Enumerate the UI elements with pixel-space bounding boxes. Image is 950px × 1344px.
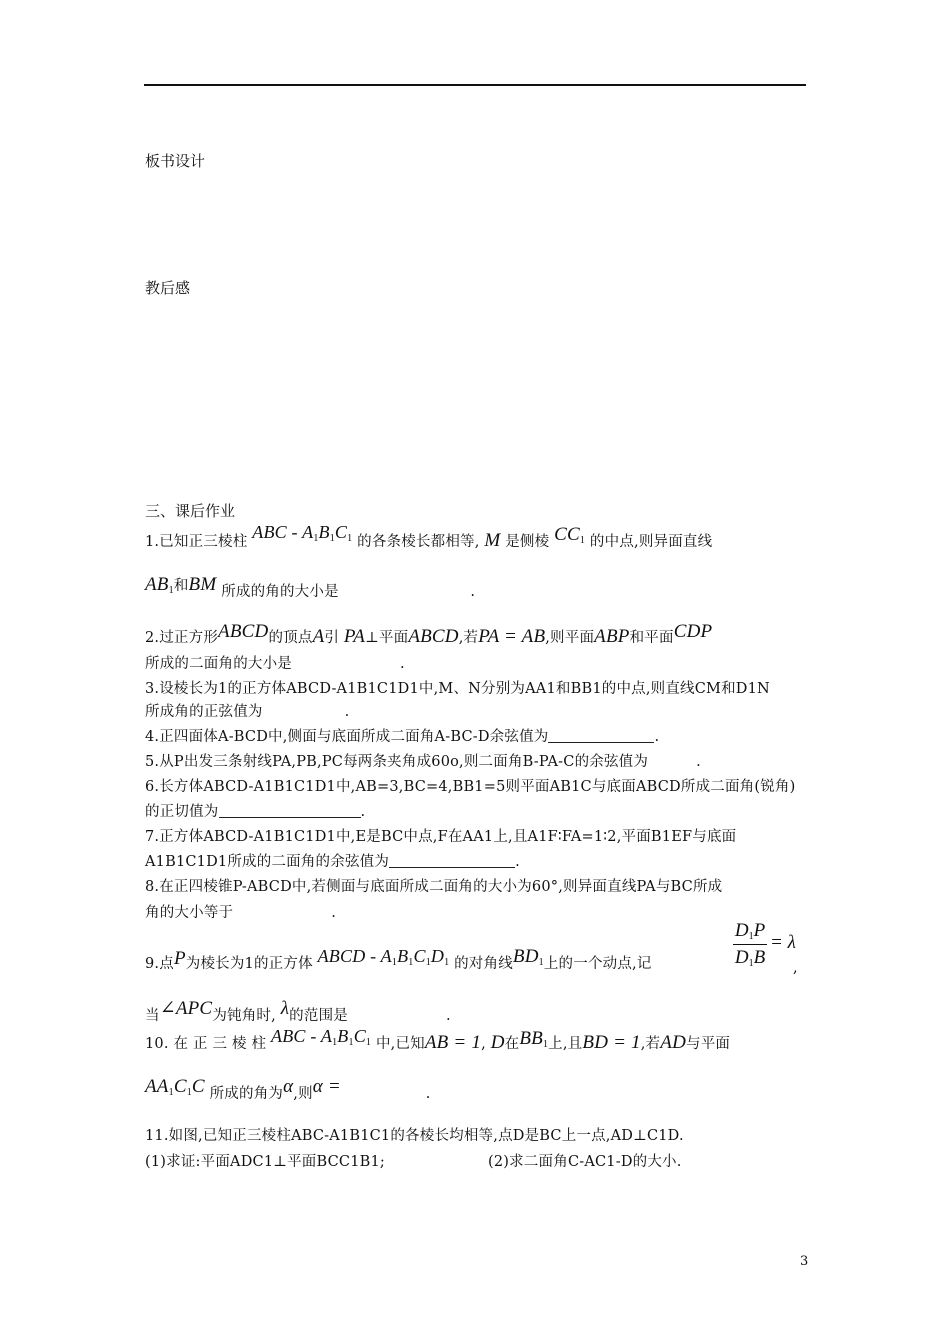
- section-reflection: 教后感: [145, 279, 191, 297]
- question-6-line-2: 的正切值为 .: [145, 804, 366, 820]
- question-1-line-2: $AB_1$和BM 所成的角的大小是 .: [145, 574, 476, 600]
- question-11-line-1: 11.如图,已知正三棱柱ABC-A1B1C1的各棱长均相等,点D是BC上一点,AD⊥C1D.: [145, 1128, 684, 1144]
- header-rule: [144, 84, 806, 86]
- question-9-comma: ,: [793, 960, 798, 976]
- question-7-line-2: A1B1C1D1所成的二面角的余弦值为 .: [145, 854, 520, 870]
- question-7-line-1: 7.正方体ABCD-A1B1C1D1中,E是BC中点,F在AA1上,且A1F∶FA=1∶2,平面B1EF与底面: [145, 829, 737, 845]
- question-9-line-1: 9.点P为棱长为1的正方体 ABCD - $A_1B_1C_1D_1$ 的对角线$BD_1$上的一个动点,记: [145, 946, 652, 972]
- question-10-line-1: 10. 在 正 三 棱 柱 ABC - $A_1B_1C_1$ 中,已知AB = 1, D在$BB_1$上,且BD = 1,若AD与平面: [145, 1026, 731, 1053]
- question-4: 4.正四面体A-BCD中,侧面与底面所成二面角A-BC-D余弦值为 .: [145, 729, 660, 745]
- question-11-part-2: (2)求二面角C-AC1-D的大小.: [488, 1154, 682, 1170]
- question-5: 5.从P出发三条射线PA,PB,PC每两条夹角成60ο,则二面角B-PA-C的余弦值为 .: [145, 754, 701, 770]
- question-10-line-2: $AA_1C_1C$ 所成的角为α,则α = .: [145, 1076, 431, 1102]
- section-homework-title: 三、课后作业: [145, 502, 236, 520]
- page-number: 3: [800, 1254, 809, 1269]
- question-3-line-2: 所成角的正弦值为 .: [145, 704, 350, 720]
- question-11-part-1: (1)求证:平面ADC1⊥平面BCC1B1;: [145, 1154, 385, 1170]
- answer-blank[interactable]: [389, 853, 515, 868]
- ratio-fraction: $D_1P$ $D_1B$: [734, 920, 766, 969]
- section-board-design: 板书设计: [145, 152, 206, 170]
- answer-blank[interactable]: [548, 728, 654, 743]
- question-1-line-1: 1.已知正三棱柱 ABC - $A_1B_1C_1$ 的各条棱长都相等, M 是侧棱 $CC_1$ 的中点,则异面直线: [145, 522, 713, 551]
- question-3-line-1: 3.设棱长为1的正方体ABCD-A1B1C1D1中,M、N分别为AA1和BB1的中点,则直线CM和D1N: [145, 681, 770, 697]
- ratio-equals-lambda: = λ: [770, 932, 796, 953]
- question-2-line-1: 2.过正方形ABCD的顶点A引 PA⊥平面ABCD,若PA = AB,则平面ABP和平面CDP: [145, 621, 713, 647]
- question-9-line-2: 当∠APC为钝角时, λ的范围是 .: [145, 998, 451, 1024]
- question-2-line-2: 所成的二面角的大小是 .: [145, 656, 405, 672]
- question-8-line-2: 角的大小等于 .: [145, 905, 337, 921]
- question-6-line-1: 6.长方体ABCD-A1B1C1D1中,AB=3,BC=4,BB1=5则平面AB1C与底面ABCD所成二面角(锐角): [145, 779, 796, 795]
- question-8-line-1: 8.在正四棱锥P-ABCD中,若侧面与底面所成二面角的大小为60°,则异面直线PA与BC所成: [145, 879, 723, 895]
- answer-blank[interactable]: [219, 803, 361, 818]
